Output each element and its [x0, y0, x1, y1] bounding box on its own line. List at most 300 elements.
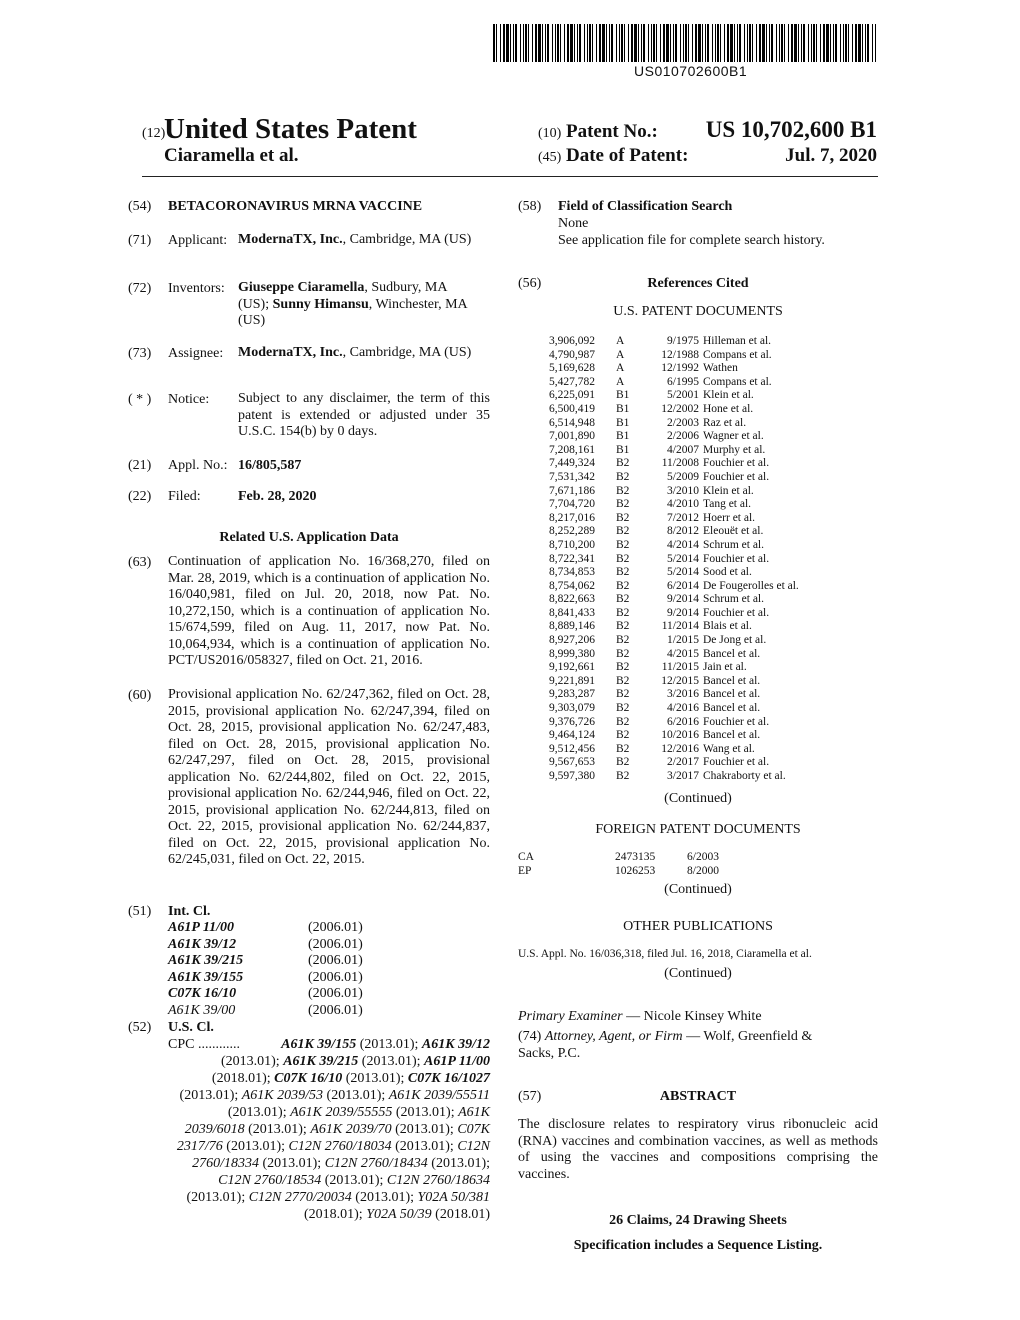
int-cl-class: A61P 11/00 — [168, 920, 234, 935]
barcode-bar — [515, 24, 517, 62]
doc-kind: A — [616, 348, 625, 361]
us-doc-row — [549, 729, 869, 743]
int-cl-label: Int. Cl. — [168, 904, 211, 919]
filed-label: Filed: — [168, 489, 201, 504]
barcode-bar — [683, 24, 684, 62]
doc-number: 6,500,419 — [549, 402, 595, 415]
field-search-note: See application file for complete search history. — [558, 233, 825, 248]
doc-kind: B2 — [616, 525, 630, 538]
us-doc-row — [549, 403, 869, 417]
notice-label: Notice: — [168, 392, 210, 407]
doc-kind: B2 — [616, 647, 630, 660]
abstract-heading: ABSTRACT — [659, 1089, 737, 1104]
barcode-bar — [596, 24, 597, 62]
foreign-patent-documents — [518, 851, 838, 878]
doc-number: 9,303,079 — [549, 702, 595, 715]
cpc-version: (2018.01); — [211, 1071, 275, 1086]
date-of-patent: Jul. 7, 2020 — [785, 145, 877, 166]
barcode-bar — [535, 24, 537, 62]
barcode-bar — [845, 24, 847, 62]
doc-number: 9,464,124 — [549, 729, 595, 742]
doc-kind: B1 — [616, 402, 630, 415]
us-doc-row — [549, 634, 869, 648]
barcode-bar — [801, 24, 802, 62]
barcode-bar — [666, 24, 669, 62]
kind-code: (12) — [142, 126, 166, 141]
int-cl-version: (2006.01) — [308, 936, 363, 952]
us-patent-documents — [549, 335, 869, 784]
barcode-bar — [648, 24, 649, 62]
doc-kind: B2 — [616, 742, 630, 755]
barcode-bar — [739, 24, 741, 62]
doc-inventor: Hone et al. — [703, 402, 754, 415]
barcode-bar — [858, 24, 861, 62]
us-doc-row — [549, 566, 869, 580]
us-doc-row — [549, 362, 869, 376]
cpc-class: C12N 2760/18334 — [192, 1139, 490, 1171]
cpc-class: A61K 2039/53 — [241, 1088, 324, 1103]
doc-number: 5,169,628 — [549, 362, 595, 375]
barcode-bar — [747, 24, 748, 62]
notice-code: ( * ) — [128, 392, 152, 407]
doc-kind: B1 — [616, 389, 630, 402]
doc-date: 5/2001 — [667, 389, 699, 402]
barcode-bar — [848, 24, 849, 62]
doc-date: 5/2014 — [667, 566, 699, 579]
doc-number: 7,449,324 — [549, 457, 595, 470]
doc-number: 7,208,161 — [549, 443, 595, 456]
us-doc-row — [549, 580, 869, 594]
barcode-bar — [579, 24, 581, 62]
barcode-bar — [769, 24, 770, 62]
barcode-bar — [538, 24, 541, 62]
doc-number: 8,734,853 — [549, 566, 595, 579]
us-doc-row — [549, 457, 869, 471]
doc-inventor: Fouchier et al. — [703, 552, 770, 565]
barcode-bar — [616, 24, 617, 62]
doc-date: 4/2014 — [667, 538, 699, 551]
barcode-bar — [496, 24, 497, 62]
barcode-bar — [698, 24, 701, 62]
barcode-bar — [862, 24, 863, 62]
inventors-label: Inventors: — [168, 281, 225, 296]
doc-number: 7,704,720 — [549, 498, 595, 511]
doc-inventor: Jain et al. — [703, 661, 747, 674]
barcode-bar — [823, 24, 825, 62]
doc-number: 8,999,380 — [549, 647, 595, 660]
barcode-bar — [493, 24, 495, 62]
int-cl-row — [168, 953, 408, 970]
doc-inventor: Wang et al. — [703, 742, 755, 755]
barcode-bar — [816, 24, 817, 62]
cpc-version: (2013.01); — [391, 1122, 458, 1137]
doc-number: 2473135 — [615, 851, 656, 863]
barcode-bar — [513, 24, 514, 62]
barcode-bar — [779, 24, 780, 62]
doc-kind: B2 — [616, 552, 630, 565]
cpc-class: C07K 16/10 — [274, 1071, 343, 1086]
barcode-bar — [564, 24, 565, 62]
doc-date: 4/2010 — [667, 498, 699, 511]
doc-date: 4/2016 — [667, 702, 699, 715]
barcode-bar — [813, 24, 815, 62]
barcode — [493, 24, 876, 62]
doc-date: 5/2009 — [667, 470, 699, 483]
doc-inventor: Murphy et al. — [703, 443, 766, 456]
patent-no-label: Patent No.: — [566, 121, 658, 142]
us-doc-row — [549, 770, 869, 784]
doc-date: 12/1988 — [661, 348, 699, 361]
cpc-version: (2013.01); — [220, 1054, 284, 1069]
int-cl-version: (2006.01) — [308, 953, 363, 969]
foreign-docs-heading: FOREIGN PATENT DOCUMENTS — [595, 822, 801, 837]
doc-inventor: Fouchier et al. — [703, 470, 770, 483]
doc-date: 12/2016 — [661, 742, 699, 755]
cpc-class: A61K 2039/70 — [310, 1122, 392, 1137]
us-doc-row — [549, 376, 869, 390]
doc-inventor: Bancel et al. — [703, 702, 761, 715]
date-code: (45) — [538, 150, 562, 165]
doc-country: CA — [518, 851, 534, 863]
doc-kind: B1 — [616, 416, 630, 429]
barcode-bar — [762, 24, 765, 62]
doc-date: 11/2008 — [661, 457, 699, 470]
int-cl-class: A61K 39/00 — [168, 1002, 236, 1018]
cpc-version: (2013.01); — [391, 1139, 458, 1154]
us-doc-row — [549, 335, 869, 349]
barcode-bar — [584, 24, 585, 62]
barcode-bar — [555, 24, 556, 62]
doc-date: 2/2006 — [667, 430, 699, 443]
cpc-class: C12N 2760/18034 — [288, 1139, 392, 1154]
doc-date: 4/2015 — [667, 647, 699, 660]
doc-inventor: Bancel et al. — [703, 688, 761, 701]
doc-date: 6/2003 — [687, 851, 719, 863]
barcode-bar — [717, 24, 719, 62]
claims-count: 26 Claims, 24 Drawing Sheets — [609, 1213, 787, 1228]
us-doc-row — [549, 553, 869, 567]
sequence-listing-note: Specification includes a Sequence Listing. — [573, 1238, 823, 1253]
doc-date: 3/2010 — [667, 484, 699, 497]
abstract-code: (57) — [518, 1089, 542, 1104]
barcode-bar — [638, 24, 639, 62]
date-label: Date of Patent: — [566, 145, 689, 166]
us-doc-row — [549, 716, 869, 730]
doc-date: 7/2012 — [667, 511, 699, 524]
doc-date: 3/2017 — [667, 770, 699, 782]
doc-kind: B1 — [616, 430, 630, 443]
doc-kind: B1 — [616, 443, 630, 456]
barcode-bar — [557, 24, 559, 62]
int-cl-row — [168, 920, 408, 937]
doc-inventor: Blais et al. — [703, 620, 752, 633]
doc-inventor: Raz et al. — [703, 416, 747, 429]
doc-kind: B2 — [616, 620, 630, 633]
us-doc-row — [549, 702, 869, 716]
doc-inventor: De Fougerolles et al. — [703, 579, 799, 592]
cpc-prefix: CPC ............ — [168, 1037, 240, 1052]
doc-number: 8,889,146 — [549, 620, 595, 633]
barcode-bar — [624, 24, 625, 62]
barcode-bar — [843, 24, 844, 62]
doc-kind: B2 — [616, 770, 630, 782]
barcode-bar — [503, 24, 505, 62]
header-rule — [142, 176, 878, 177]
cpc-version: (2018.01); — [303, 1207, 367, 1222]
barcode-bar — [545, 24, 546, 62]
barcode-bar — [820, 24, 821, 62]
doc-inventor: De Jong et al. — [703, 634, 767, 647]
doc-number: 4,790,987 — [549, 348, 595, 361]
int-cl-list — [168, 920, 408, 1020]
barcode-bar — [756, 24, 757, 62]
appl-no-value: 16/805,587 — [238, 458, 302, 473]
barcode-bar — [653, 24, 655, 62]
us-doc-row — [549, 485, 869, 499]
refs-heading: References Cited — [647, 276, 749, 291]
barcode-bar — [532, 24, 533, 62]
barcode-bar — [552, 24, 553, 62]
us-doc-row — [549, 743, 869, 757]
abstract-text: The disclosure relates to respiratory virus ribonucleic acid (RNA) vaccines and combination vaccines, as well as methods of using the vaccines and compositions comprising the vaccines. — [518, 1117, 878, 1182]
doc-inventor: Klein et al. — [703, 389, 754, 402]
refs-code: (56) — [518, 276, 542, 291]
patent-number: US 10,702,600 B1 — [705, 117, 877, 142]
cpc-version: (2013.01); — [351, 1190, 418, 1205]
other-pubs-continued: (Continued) — [664, 966, 732, 981]
barcode-bar — [692, 24, 693, 62]
assignee-value: ModernaTX, Inc., Cambridge, MA (US) — [238, 345, 472, 360]
doc-kind: A — [616, 335, 625, 347]
us-doc-row — [549, 593, 869, 607]
barcode-bar — [791, 24, 793, 62]
foreign-docs-continued: (Continued) — [664, 882, 732, 897]
notice-text: Subject to any disclaimer, the term of this patent is extended or adjusted under 35 U.S.C. 154(b) by 0 days. — [238, 391, 490, 439]
doc-date: 2/2003 — [667, 416, 699, 429]
barcode-bar — [560, 24, 561, 62]
provisional-text: Provisional application No. 62/247,362, filed on Oct. 28, 2015, provisional application No. 62/247,394, filed on Oct. 28, 2015, provisional application No. 62/247,483, filed on Oct. 28, 2015, provisional application No. 62/247,297, filed on Oct. 28, 2015, provisional application No. 62/244,802, filed on Oct. 22, 2015, provisional application No. 62/244,946, filed on Oct. 22, 2015, provisional application No. 62/244,813, filed on Oct. 22, 2015, provisional application No. 62/244,837, filed on Oct. 22, 2015, provisional application No. 62/245,031, filed on Oct. 22, 2015. — [168, 687, 490, 867]
int-cl-row — [168, 986, 408, 1003]
barcode-bar — [660, 24, 661, 62]
barcode-bar — [835, 24, 837, 62]
barcode-bar — [798, 24, 799, 62]
barcode-bar — [680, 24, 681, 62]
cpc-version: (2013.01); — [356, 1037, 422, 1052]
barcode-bar — [781, 24, 783, 62]
doc-number: 7,671,186 — [549, 484, 595, 497]
cpc-version: (2013.01); — [323, 1088, 389, 1103]
doc-number: 9,376,726 — [549, 715, 595, 728]
us-doc-row — [549, 525, 869, 539]
doc-number: 9,221,891 — [549, 674, 595, 687]
field-search-label: Field of Classification Search — [558, 199, 733, 214]
cpc-classification — [168, 1036, 490, 1223]
doc-inventor: Compans et al. — [703, 375, 772, 388]
doc-number: 8,710,200 — [549, 538, 595, 551]
doc-date: 10/2016 — [661, 729, 699, 742]
doc-inventor: Wathen — [703, 362, 738, 375]
doc-number: 1026253 — [615, 864, 656, 877]
barcode-bar — [656, 24, 657, 62]
doc-kind: B2 — [616, 661, 630, 674]
doc-date: 11/2014 — [661, 620, 699, 633]
doc-number: 7,531,342 — [549, 470, 595, 483]
us-doc-row — [549, 471, 869, 485]
doc-kind: A — [616, 362, 625, 375]
cpc-version: (2013.01); — [186, 1190, 249, 1205]
doc-date: 12/2015 — [661, 674, 699, 687]
doc-inventor: Schrum et al. — [703, 593, 764, 606]
provisional-code: (60) — [128, 688, 152, 703]
cpc-class: C12N 2760/18434 — [324, 1156, 428, 1171]
cpc-class: Y02A 50/381 — [417, 1190, 490, 1205]
foreign-doc-row — [518, 865, 838, 879]
barcode-bar — [734, 24, 735, 62]
doc-inventor: Schrum et al. — [703, 538, 764, 551]
doc-inventor: Bancel et al. — [703, 729, 761, 742]
barcode-bar — [634, 24, 637, 62]
barcode-bar — [833, 24, 834, 62]
doc-number: 7,001,890 — [549, 430, 595, 443]
cpc-version: (2013.01); — [321, 1173, 387, 1188]
doc-number: 8,722,341 — [549, 552, 595, 565]
assignee-code: (73) — [128, 346, 152, 361]
barcode-bar — [752, 24, 753, 62]
appl-no-label: Appl. No.: — [168, 458, 228, 473]
doc-number: 9,567,653 — [549, 756, 595, 769]
doc-kind: B2 — [616, 756, 630, 769]
int-cl-version: (2006.01) — [308, 1002, 363, 1018]
barcode-bar — [643, 24, 645, 62]
doc-inventor: Fouchier et al. — [703, 715, 770, 728]
doc-date: 12/1992 — [661, 362, 699, 375]
barcode-bar — [599, 24, 601, 62]
barcode-bar — [830, 24, 831, 62]
int-cl-row — [168, 1003, 408, 1020]
other-pubs-heading: OTHER PUBLICATIONS — [623, 919, 773, 934]
barcode-bar — [872, 24, 873, 62]
barcode-bar — [784, 24, 785, 62]
int-cl-row — [168, 937, 408, 954]
doc-number: 8,822,663 — [549, 593, 595, 606]
barcode-bar — [602, 24, 605, 62]
doc-number: 3,906,092 — [549, 335, 595, 347]
attorney-agent-firm: (74) Attorney, Agent, or Firm — Wolf, Greenfield & Sacks, P.C. — [518, 1029, 813, 1061]
doc-kind: B2 — [616, 715, 630, 728]
barcode-bar — [875, 24, 876, 62]
barcode-bar — [705, 24, 706, 62]
barcode-text: US010702600B1 — [634, 63, 748, 79]
us-doc-row — [549, 498, 869, 512]
cpc-version: (2013.01); — [358, 1054, 424, 1069]
invention-title: BETACORONAVIRUS MRNA VACCINE — [168, 199, 423, 214]
cpc-version: (2013.01); — [342, 1071, 408, 1086]
doc-inventor: Eleouët et al. — [703, 525, 764, 538]
doc-kind: B2 — [616, 511, 630, 524]
barcode-bar — [592, 24, 593, 62]
doc-number: 8,252,289 — [549, 525, 595, 538]
us-doc-row — [549, 688, 869, 702]
doc-inventor: Chakraborty et al. — [703, 770, 786, 782]
doc-kind: B2 — [616, 566, 630, 579]
cpc-class: A61K 39/215 — [283, 1054, 359, 1069]
us-doc-row — [549, 417, 869, 431]
barcode-bar — [675, 24, 677, 62]
us-doc-row — [549, 389, 869, 403]
applicant-label: Applicant: — [168, 233, 228, 248]
barcode-bar — [547, 24, 549, 62]
barcode-bar — [525, 24, 527, 62]
barcode-bar — [577, 24, 578, 62]
barcode-bar — [840, 24, 841, 62]
filed-value: Feb. 28, 2020 — [238, 489, 317, 504]
barcode-bar — [589, 24, 591, 62]
us-docs-heading: U.S. PATENT DOCUMENTS — [613, 304, 783, 319]
barcode-bar — [500, 24, 501, 62]
doc-date: 2/2017 — [667, 756, 699, 769]
doc-number: 9,512,456 — [549, 742, 595, 755]
doc-date: 6/1995 — [667, 375, 699, 388]
us-doc-row — [549, 661, 869, 675]
cpc-class: C12N 2760/18534 — [218, 1173, 322, 1188]
doc-inventor: Sood et al. — [703, 566, 752, 579]
barcode-bar — [707, 24, 709, 62]
barcode-bar — [776, 24, 777, 62]
doc-kind: B2 — [616, 688, 630, 701]
cpc-class: A61K 2039/55555 — [290, 1105, 393, 1120]
doc-inventor: Compans et al. — [703, 348, 772, 361]
cpc-class: C12N 2770/20034 — [248, 1190, 352, 1205]
doc-number: 9,597,380 — [549, 770, 595, 782]
doc-inventor: Fouchier et al. — [703, 606, 770, 619]
doc-inventor: Fouchier et al. — [703, 457, 770, 470]
us-doc-row — [549, 756, 869, 770]
doc-inventor: Bancel et al. — [703, 647, 761, 660]
barcode-bar — [865, 24, 866, 62]
doc-date: 6/2016 — [667, 715, 699, 728]
cpc-version: (2013.01); — [427, 1156, 490, 1171]
us-doc-row — [549, 675, 869, 689]
barcode-bar — [688, 24, 689, 62]
assignee-label: Assignee: — [168, 346, 224, 361]
doc-kind: A — [616, 375, 625, 388]
applicant-value: ModernaTX, Inc., Cambridge, MA (US) — [238, 232, 472, 247]
doc-date: 6/2014 — [667, 579, 699, 592]
doc-kind: B2 — [616, 634, 630, 647]
barcode-bar — [631, 24, 633, 62]
doc-inventor: Bancel et al. — [703, 674, 761, 687]
barcode-bar — [695, 24, 697, 62]
int-cl-version: (2006.01) — [308, 986, 363, 1002]
foreign-doc-row — [518, 851, 838, 865]
us-doc-row — [549, 512, 869, 526]
doc-number: 8,754,062 — [549, 579, 595, 592]
doc-kind: B2 — [616, 606, 630, 619]
cpc-class: A61K 2039/55511 — [388, 1088, 490, 1103]
barcode-bar — [808, 24, 809, 62]
barcode-bar — [609, 24, 610, 62]
cpc-class: A61K 2039/6018 — [184, 1105, 490, 1137]
barcode-bar — [803, 24, 805, 62]
doc-date: 1/2015 — [667, 634, 699, 647]
cpc-class: A61P 11/00 — [424, 1054, 490, 1069]
barcode-bar — [641, 24, 642, 62]
cpc-version: (2013.01); — [179, 1088, 242, 1103]
barcode-bar — [749, 24, 751, 62]
patent-no-code: (10) — [538, 126, 562, 141]
us-doc-row — [549, 444, 869, 458]
field-search-none: None — [558, 216, 589, 231]
